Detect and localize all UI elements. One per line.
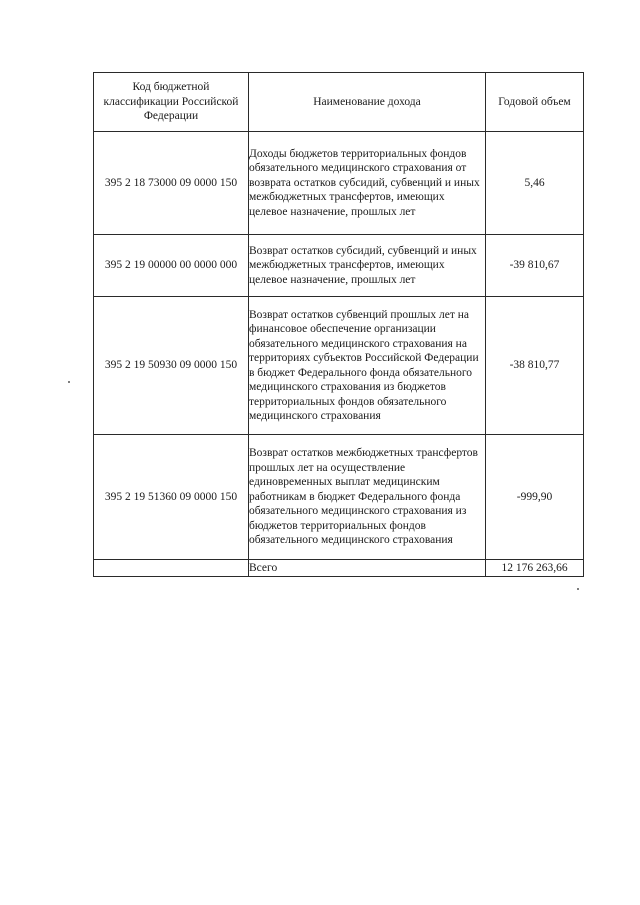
header-volume: Годовой объем: [486, 73, 584, 132]
total-label: Всего: [249, 560, 486, 577]
table-row: [94, 435, 584, 560]
revenue-table: [93, 72, 584, 577]
table-header-row: [94, 73, 584, 132]
table-row: [94, 132, 584, 235]
row-code: 395 2 19 50930 09 0000 150: [94, 297, 249, 435]
row-code: 395 2 19 00000 00 0000 000: [94, 235, 249, 297]
row-volume: -999,90: [486, 435, 584, 560]
row-volume: -38 810,77: [486, 297, 584, 435]
row-volume: 5,46: [486, 132, 584, 235]
scan-speck: [577, 588, 579, 590]
row-name: Возврат остатков субсидий, субвенций и иных межбюджетных трансфертов, имеющих целевое назначение, прошлых лет: [249, 235, 486, 297]
row-volume: -39 810,67: [486, 235, 584, 297]
row-code: 395 2 18 73000 09 0000 150: [94, 132, 249, 235]
total-code-empty: [94, 560, 249, 577]
header-code: Код бюджетной классификации Российской Федерации: [94, 73, 249, 132]
row-name: Доходы бюджетов территориальных фондов обязательного медицинского страхования от возврата остатков субсидий, субвенций и иных межбюджетных трансфертов, имеющих целевое назначение, прошлых лет: [249, 132, 486, 235]
row-name: Возврат остатков субвенций прошлых лет на финансовое обеспечение организации обязательного медицинского страхования на территориях субъектов Российской Федерации в бюджет Федерального фонда обязательного медицинского страхования из бюджетов территориальных фондов обязательного медицинского страхования: [249, 297, 486, 435]
total-volume: 12 176 263,66: [486, 560, 584, 577]
row-code: 395 2 19 51360 09 0000 150: [94, 435, 249, 560]
header-name: Наименование дохода: [249, 73, 486, 132]
table-row: [94, 235, 584, 297]
table-row: [94, 297, 584, 435]
scan-speck: [68, 381, 70, 383]
row-name: Возврат остатков межбюджетных трансфертов прошлых лет на осуществление единовременных выплат медицинским работникам в бюджет Федерального фонда обязательного медицинского страхования из бюджетов территориальных фондов обязательного медицинского страхования: [249, 435, 486, 560]
total-row: [94, 560, 584, 577]
